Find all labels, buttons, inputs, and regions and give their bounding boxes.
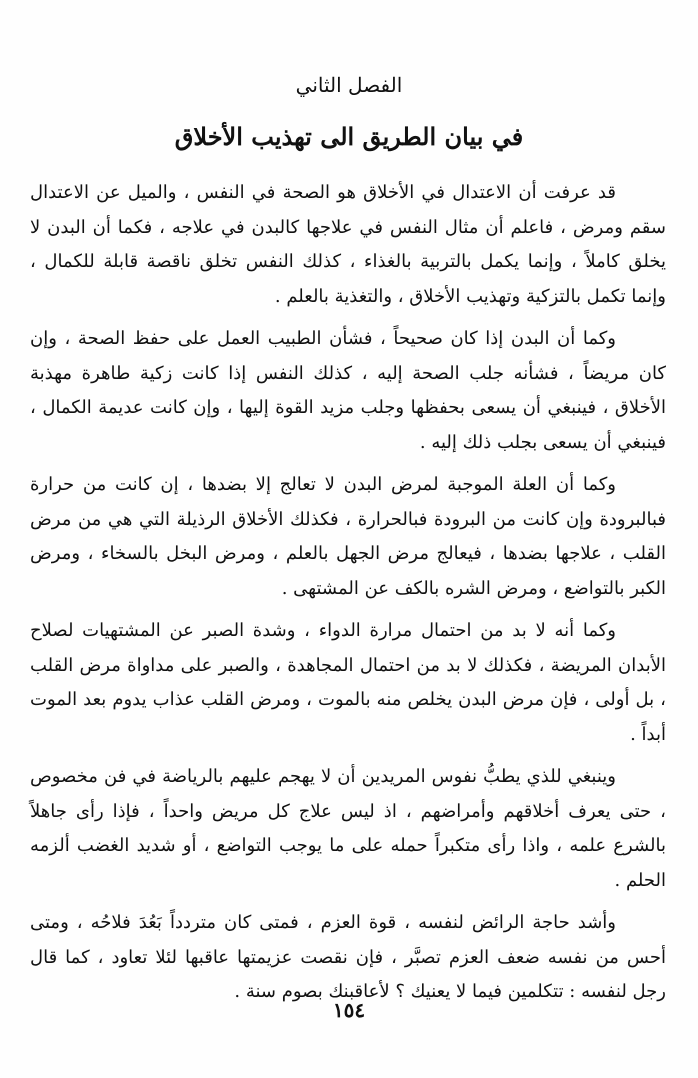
paragraph-4: وكما أنه لا بد من احتمال مرارة الدواء ، وشدة الصبر عن المشتهيات لصلاح الأبدان المريضة ، فكذلك لا بد من احتمال المجاهدة ، والصبر على مداواة مرض القلب ، بل أولى ، فإن مرض البدن يخلص منه بالموت ، ومرض القلب عذاب يدوم بعد الموت أبداً . xyxy=(30,620,666,745)
paragraph-2: وكما أن البدن إذا كان صحيحاً ، فشأن الطبيب العمل على حفظ الصحة ، وإن كان مريضاً ، فشأنه جلب الصحة إليه ، كذلك النفس إذا كانت زكية طاهرة مهذبة الأخلاق ، فينبغي أن يسعى بحفظها وجلب مزيد القوة إليها ، وإن كانت عديمة الكمال ، فينبغي أن يسعى بجلب ذلك إليه . xyxy=(30,328,666,453)
paragraph-1: قد عرفت أن الاعتدال في الأخلاق هو الصحة في النفس ، والميل عن الاعتدال سقم ومرض ، فاعلم أن مثال النفس في علاجها كالبدن في علاجه ، فكما أن البدن لا يخلق كاملاً ، وإنما يكمل بالتربية بالغذاء ، كذلك النفس تخلق ناقصة قابلة للكمال ، وإنما تكمل بالتزكية وتهذيب الأخلاق ، والتغذية بالعلم . xyxy=(30,182,666,307)
paragraph-6: وأشد حاجة الرائض لنفسه ، قوة العزم ، فمتى كان متردداً بَعُدَ فلاحُه ، ومتى أحس من نفسه ضعف العزم تصبَّر ، فإن نقصت عزيمتها عاقبها لئلا تعاود ، كما قال رجل لنفسه : تتكلمين فيما لا يعنيك ؟ لأعاقبنك بصوم سنة . xyxy=(30,912,666,1002)
paragraph-3: وكما أن العلة الموجبة لمرض البدن لا تعالج إلا بضدها ، إن كانت من حرارة فبالبرودة وإن كانت من البرودة فبالحرارة ، فكذلك الأخلاق الرذيلة التي هي من مرض القلب ، علاجها بضدها ، فيعالج مرض الجهل بالعلم ، ومرض البخل بالسخاء ، ومرض الكبر بالتواضع ، ومرض الشره بالكف عن المشتهى . xyxy=(30,474,666,599)
paragraph-5: وينبغي للذي يطبُّ نفوس المريدين أن لا يهجم عليهم بالرياضة في فن مخصوص ، حتى يعرف أخلاقهم وأمراضهم ، اذ ليس علاج كل مريض واحداً ، فإذا رأى جاهلاً بالشرع علمه ، واذا رأى متكبراً حمله على ما يوجب التواضع ، أو شديد الغضب ألزمه الحلم . xyxy=(30,766,666,891)
page-number: ١٥٤ xyxy=(332,998,366,1022)
chapter-heading: الفصل الثاني xyxy=(295,73,403,97)
body-text xyxy=(30,176,666,1018)
section-title: في بيان الطريق الى تهذيب الأخلاق xyxy=(174,122,524,151)
